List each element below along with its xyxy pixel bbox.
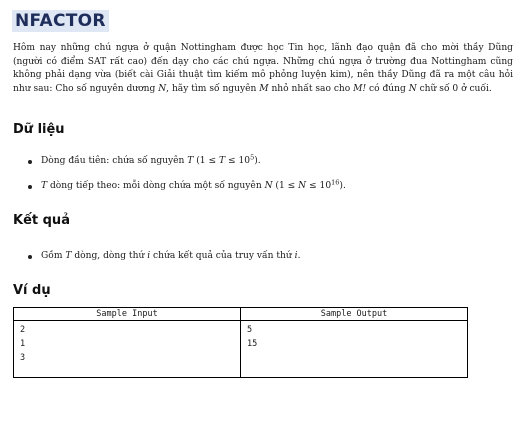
bullet-icon	[28, 255, 32, 259]
bullet-icon	[28, 160, 32, 164]
sample-input-header: Sample Input	[14, 308, 241, 321]
sample-input-cell	[14, 321, 241, 378]
sample-input-line: 2	[20, 325, 26, 335]
output-heading: Kết quả	[13, 213, 70, 228]
sample-output-line: 5	[247, 325, 253, 335]
sample-input-line: 1	[20, 339, 26, 349]
math-expression: M!	[353, 83, 367, 94]
sample-output-header: Sample Output	[241, 308, 468, 321]
input-list	[26, 155, 346, 193]
list-item: Dòng đầu tiên: chứa số nguyên T $(1 \le T \le 10^5)$.	[26, 155, 346, 168]
math-variable: N	[158, 83, 167, 94]
sample-table	[13, 307, 468, 378]
problem-statement: Hôm nay những chú ngựa ở quận Nottingham được học Tin học, lãnh đạo quận đã cho mời thầy Dũng (người có điểm SAT rất cao) đến dạy cho các chú ngựa. Những chú ngựa ở trường đua Nottingham cũng không phải dạng vừa (biết cài Giải thuật tìm kiếm mô phỏng luyện kim), nên thầy Dũng đã ra một câu hỏi như sau: Cho số nguyên dương N, hãy tìm số nguyên M nhỏ nhất sao cho M! có đúng N chữ số 0 ở cuối.	[13, 43, 513, 94]
bullet-icon	[28, 185, 32, 189]
list-item: T dòng tiếp theo: mỗi dòng chứa một số nguyên N $(1 \le N \le 10^{16})$.	[26, 180, 346, 193]
math-variable: N	[408, 83, 417, 94]
page-title: NFACTOR	[12, 10, 109, 32]
list-item: Gồm T dòng, dòng thứ i chứa kết quả của truy vấn thứ i.	[26, 250, 300, 263]
sample-output-cell	[241, 321, 468, 378]
sample-input-line: 3	[20, 353, 26, 363]
input-heading: Dữ liệu	[13, 122, 65, 137]
math-variable: M	[259, 83, 269, 94]
sample-output-line: 15	[247, 339, 258, 349]
example-heading: Ví dụ	[13, 283, 51, 298]
output-list	[26, 250, 300, 263]
